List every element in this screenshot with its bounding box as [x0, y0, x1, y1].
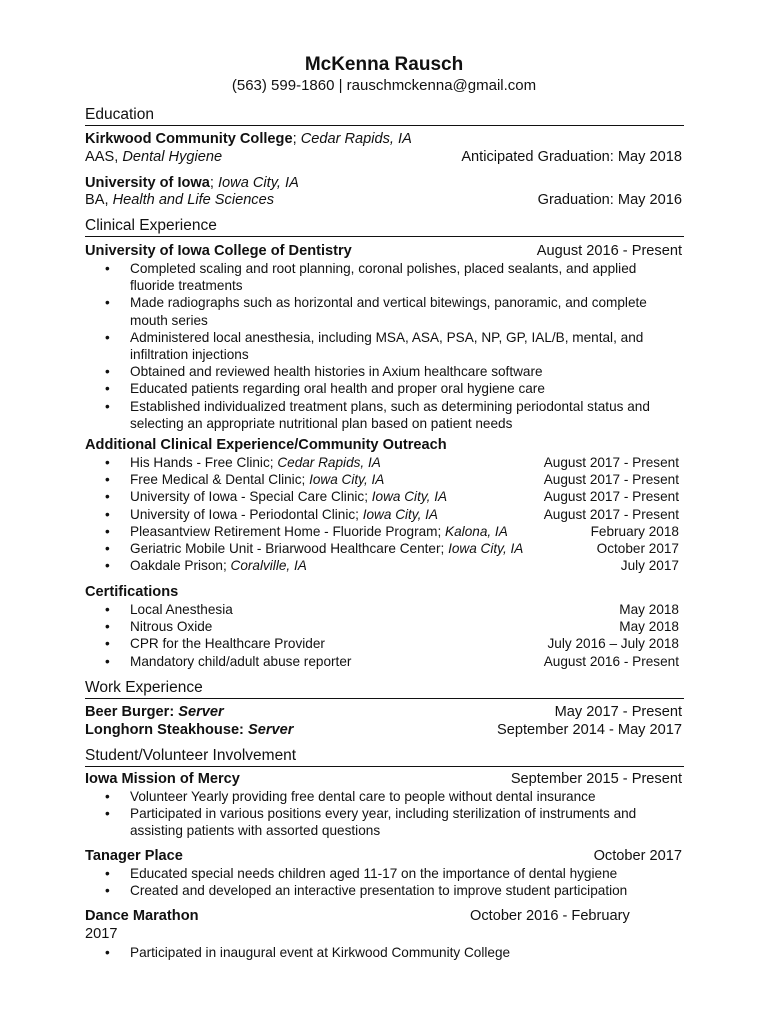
- job-role: Server: [247, 722, 294, 738]
- list-item: • Completed scaling and root planning, coronal polishes, placed sealants, and applied fluoride treatments: [85, 260, 682, 294]
- degree-field: Health and Life Sciences: [112, 192, 275, 208]
- degree-field: Dental Hygiene: [122, 149, 223, 165]
- separator: ;: [209, 175, 218, 191]
- school-location: Cedar Rapids, IA: [300, 131, 412, 147]
- employer: Beer Burger:: [85, 704, 179, 720]
- list-item: • Established individualized treatment plans, such as determining periodontal status and selecting an appropriate nutritional plan based on patient needs: [85, 398, 682, 432]
- dance-bullets: [85, 944, 682, 961]
- list-item: • Oakdale Prison; Coralville, IA July 2017: [85, 557, 682, 574]
- section-heading-clinical: Clinical Experience: [85, 216, 684, 237]
- list-item: • Administered local anesthesia, including MSA, ASA, PSA, NP, GP, IAL/B, mental, and infiltration injections: [85, 329, 682, 363]
- list-item: • Educated special needs children aged 11-17 on the importance of dental hygiene: [85, 865, 682, 882]
- volunteer-org: Dance Marathon: [85, 908, 199, 924]
- section-heading-volunteer: Student/Volunteer Involvement: [85, 746, 684, 767]
- certifications-heading: [85, 583, 682, 601]
- volunteer-date-wrap: [85, 925, 682, 943]
- volunteer-date: October 2016 - February: [470, 908, 630, 924]
- resume-name: McKenna Rausch: [304, 54, 464, 75]
- job-entry: [85, 721, 682, 739]
- volunteer-entry-tanager: [85, 847, 682, 865]
- section-heading-work: Work Experience: [85, 678, 684, 699]
- list-item: • Free Medical & Dental Clinic; Iowa City, IA August 2017 - Present: [85, 471, 682, 488]
- degree: AAS,: [85, 149, 123, 165]
- separator: ;: [292, 131, 301, 147]
- volunteer-org: Tanager Place: [85, 848, 183, 864]
- list-item: • Obtained and reviewed health histories in Axium healthcare software: [85, 363, 682, 380]
- education-entry-iowa: [85, 174, 682, 192]
- list-item: • Local Anesthesia May 2018: [85, 601, 682, 618]
- list-item: • Volunteer Yearly providing free dental care to people without dental insurance: [85, 788, 682, 805]
- tanager-bullets: [85, 865, 682, 899]
- volunteer-date-continued: 2017: [85, 926, 118, 942]
- list-item: • University of Iowa - Periodontal Clinic; Iowa City, IA August 2017 - Present: [85, 506, 682, 523]
- education-entry-kirkwood: [85, 130, 682, 148]
- graduation-date: Graduation: May 2016: [537, 192, 682, 208]
- list-item: • Created and developed an interactive presentation to improve student participation: [85, 882, 682, 899]
- list-item: • Mandatory child/adult abuse reporter August 2016 - Present: [85, 653, 682, 670]
- list-item: • His Hands - Free Clinic; Cedar Rapids, IA August 2017 - Present: [85, 454, 682, 471]
- additional-title: Additional Clinical Experience/Community Outreach: [85, 437, 447, 453]
- list-item: • Participated in inaugural event at Kirkwood Community College: [85, 944, 682, 961]
- education-degree-kirkwood: [85, 148, 682, 166]
- list-item: • Pleasantview Retirement Home - Fluoride Program; Kalona, IA February 2018: [85, 523, 682, 540]
- volunteer-org: Iowa Mission of Mercy: [85, 771, 240, 787]
- clinical-date: August 2016 - Present: [536, 243, 682, 259]
- section-heading-education: Education: [85, 105, 684, 126]
- additional-heading: [85, 436, 682, 454]
- employer: Longhorn Steakhouse:: [85, 722, 248, 738]
- list-item: • CPR for the Healthcare Provider July 2016 – July 2018: [85, 635, 682, 652]
- list-item: • Participated in various positions every year, including sterilization of instruments and assisting patients with assorted questions: [85, 805, 682, 839]
- graduation-date: Anticipated Graduation: May 2018: [461, 149, 682, 165]
- mercy-bullets: [85, 788, 682, 840]
- job-date: September 2014 - May 2017: [497, 722, 682, 738]
- job-role: Server: [178, 704, 224, 720]
- clinical-org: University of Iowa College of Dentistry: [85, 243, 352, 259]
- list-item: • Made radiographs such as horizontal and vertical bitewings, panoramic, and complete mouth series: [85, 294, 682, 328]
- clinical-entry-header: [85, 242, 682, 260]
- job-date: May 2017 - Present: [554, 704, 682, 720]
- school-location: Iowa City, IA: [218, 175, 299, 191]
- additional-list: [85, 454, 682, 574]
- volunteer-date: October 2017: [593, 848, 682, 864]
- school-name: University of Iowa: [85, 175, 210, 191]
- certifications-title: Certifications: [85, 584, 179, 600]
- volunteer-entry-dance: [85, 907, 682, 925]
- list-item: • University of Iowa - Special Care Clinic; Iowa City, IA August 2017 - Present: [85, 488, 682, 505]
- volunteer-date: September 2015 - Present: [510, 771, 682, 787]
- certifications-list: [85, 601, 682, 670]
- education-degree-iowa: [85, 191, 682, 209]
- school-name: Kirkwood Community College: [85, 131, 293, 147]
- contact-line: (563) 599-1860 | rauschmckenna@gmail.com: [231, 77, 537, 94]
- list-item: • Nitrous Oxide May 2018: [85, 618, 682, 635]
- degree: BA,: [85, 192, 113, 208]
- clinical-bullets: [85, 260, 682, 432]
- volunteer-entry-mercy: [85, 770, 682, 788]
- job-entry: [85, 703, 682, 721]
- list-item: • Geriatric Mobile Unit - Briarwood Healthcare Center; Iowa City, IA October 2017: [85, 540, 682, 557]
- list-item: • Educated patients regarding oral health and proper oral hygiene care: [85, 380, 682, 397]
